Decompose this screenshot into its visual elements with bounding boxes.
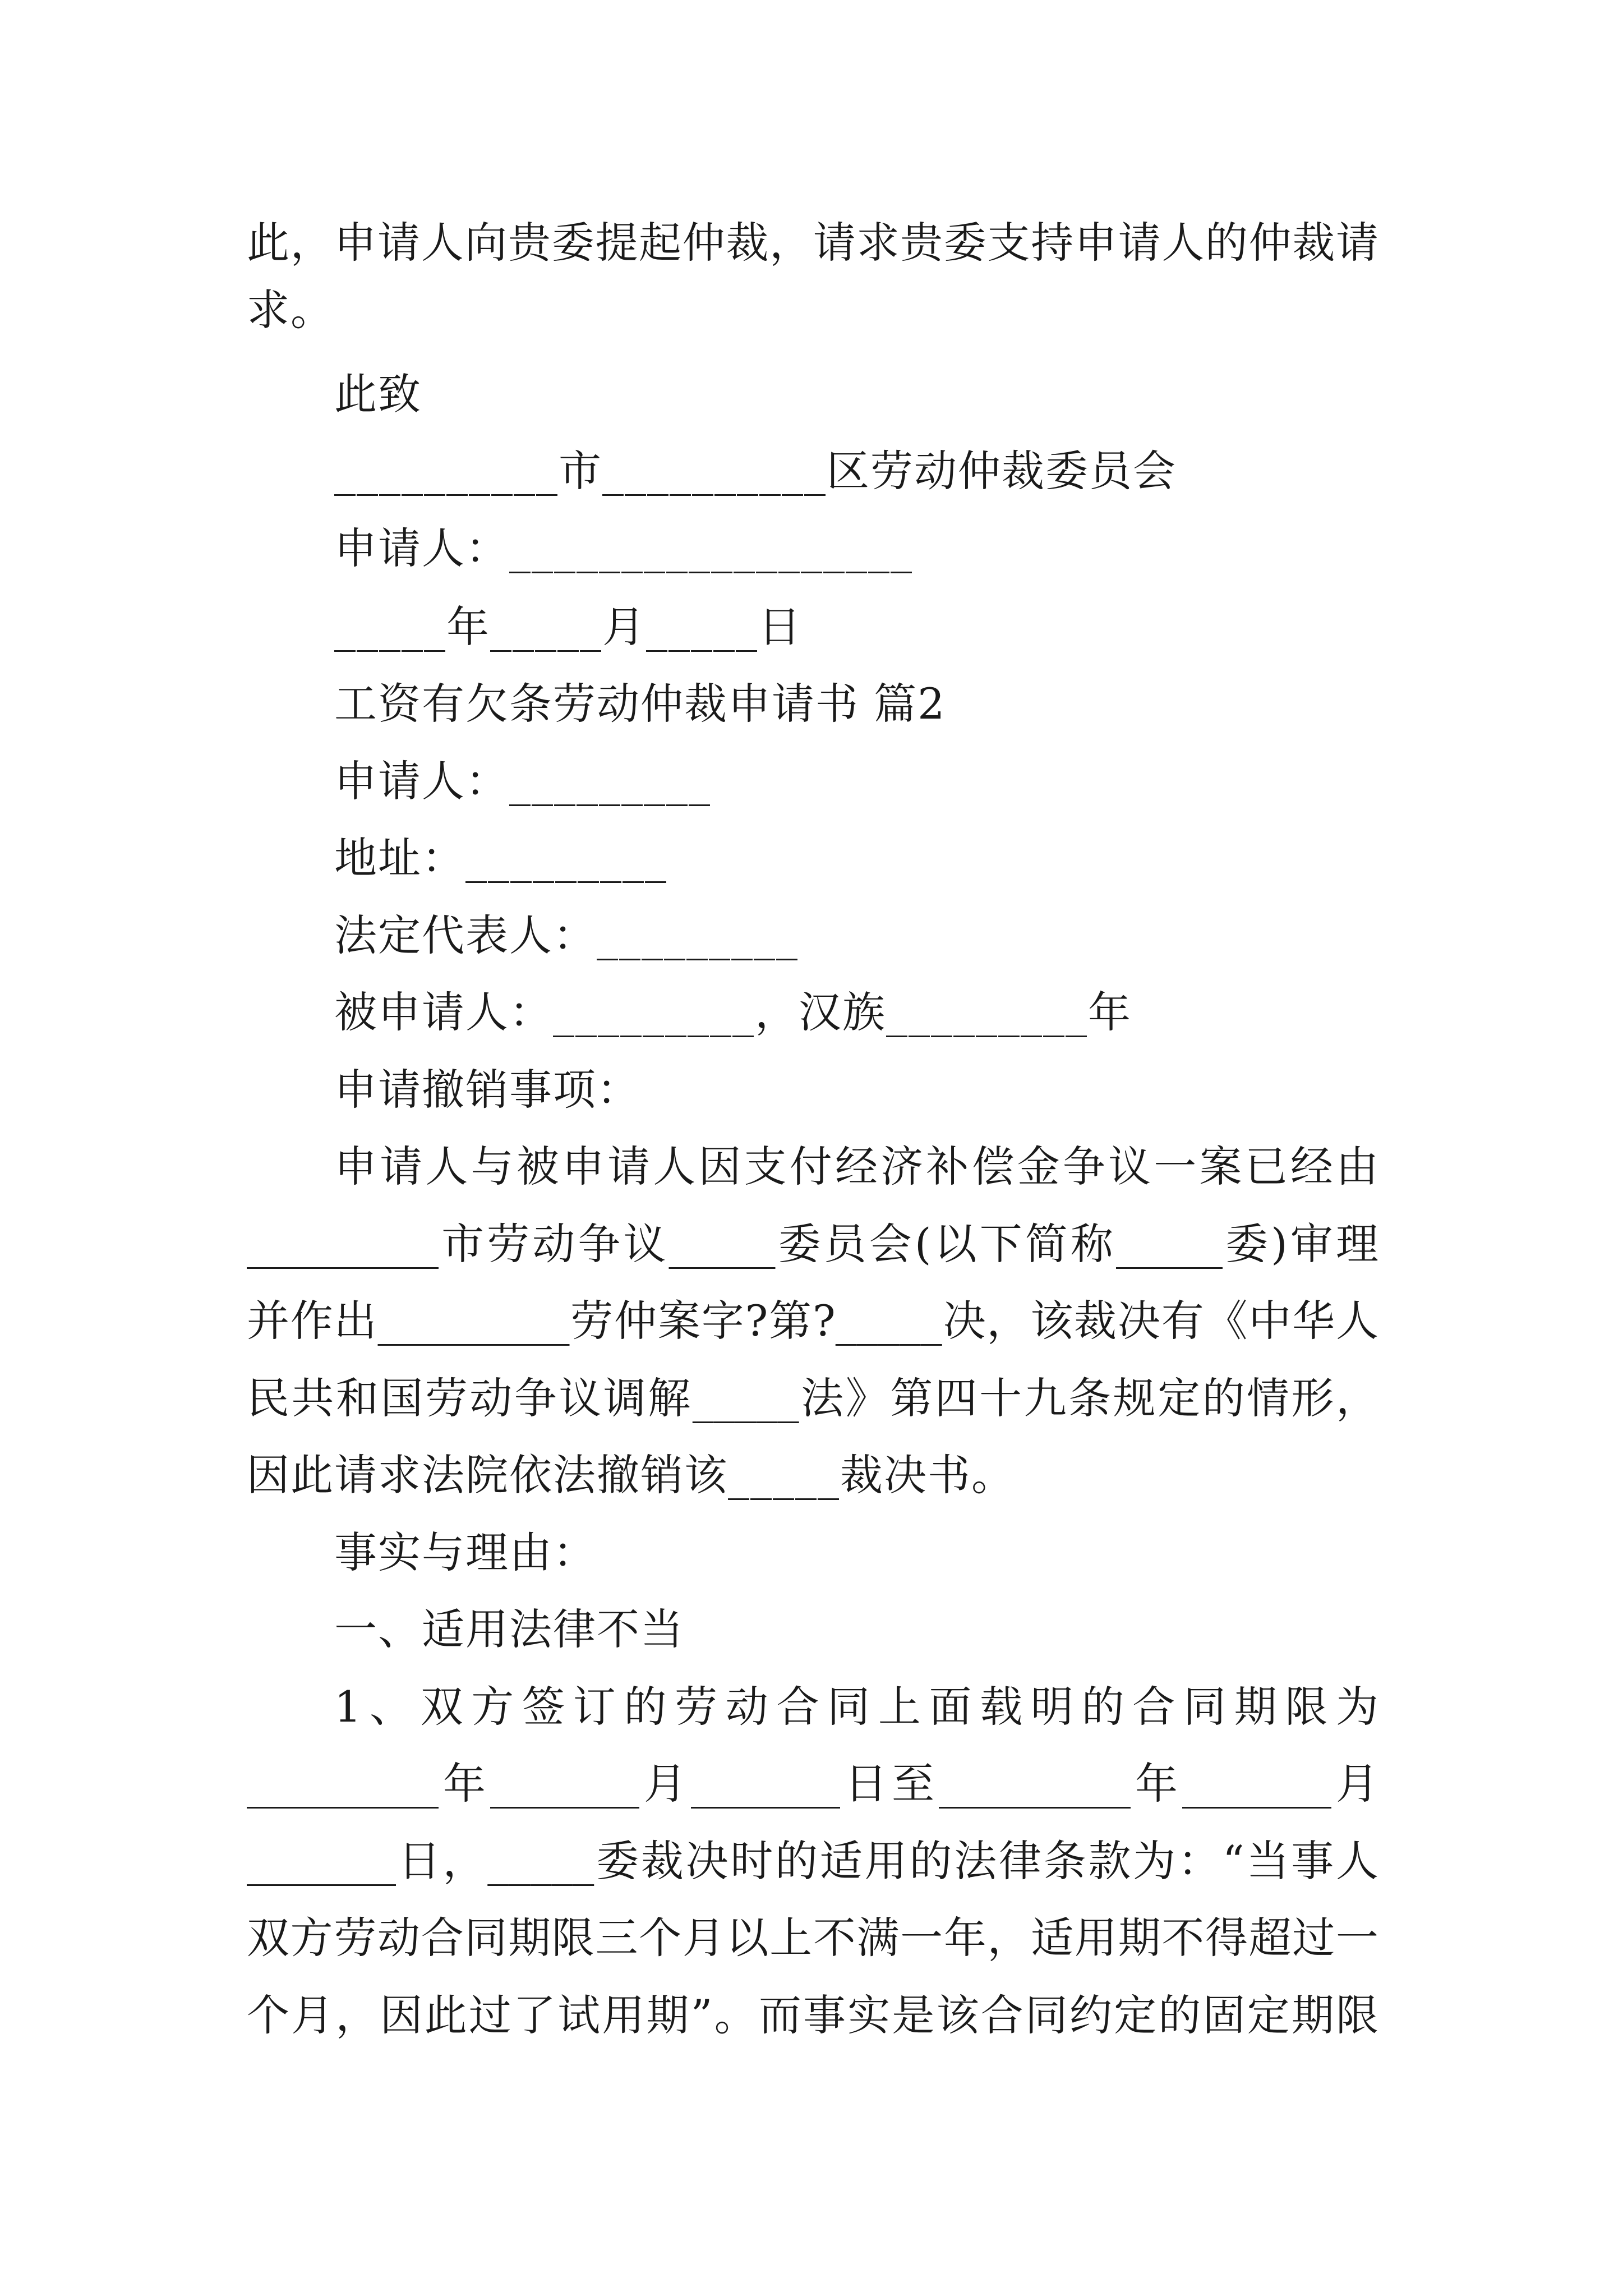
address-field: 地址：_________: [334, 833, 667, 883]
applicant-signature-line: 申请人：__________________: [334, 523, 913, 573]
body-text-line: _______日，_____委裁决时的适用的法律条款为：“当事人: [247, 1836, 1378, 1886]
section-title: 工资有欠条劳动仲裁申请书 篇2: [334, 679, 946, 729]
body-text-line: 求。: [247, 285, 334, 335]
body-text-line: 申请人与被申请人因支付经济补偿金争议一案已经由: [334, 1142, 1378, 1191]
revocation-heading: 申请撤销事项：: [334, 1065, 640, 1115]
addressee-line: __________市__________区劳动仲裁委员会: [334, 446, 1177, 496]
body-text-line: 个月，因此过了试用期”。而事实是该合同约定的固定期限: [247, 1990, 1378, 2040]
body-text-line: 此，申请人向贵委提起仲裁，请求贵委支持申请人的仲裁请: [247, 218, 1378, 268]
body-text-line: _________市劳动争议_____委员会(以下简称_____委)审理: [247, 1219, 1378, 1269]
body-text-line: 1、双方签订的劳动合同上面载明的合同期限为: [334, 1682, 1378, 1732]
legal-representative-field: 法定代表人：_________: [334, 910, 799, 960]
body-text-line: 并作出_________劳仲案字?第?_____决，该裁决有《中华人: [247, 1296, 1378, 1346]
body-text-line: 民共和国劳动争议调解_____法》第四十九条规定的情形，: [247, 1373, 1378, 1423]
applicant-field: 申请人：_________: [334, 756, 711, 806]
body-text-line: _________年_______月_______日至_________年_______月: [247, 1759, 1378, 1809]
body-text-line: 双方劳动合同期限三个月以上不满一年，适用期不得超过一: [247, 1913, 1378, 1963]
respondent-field: 被申请人：_________，汉族_________年: [334, 987, 1132, 1037]
date-line: _____年_____月_____日: [334, 602, 802, 652]
facts-heading: 事实与理由：: [334, 1527, 597, 1577]
body-text-line: 因此请求法院依法撤销该_____裁决书。: [247, 1450, 1015, 1500]
subheading: 一、适用法律不当: [334, 1604, 684, 1654]
salutation-line: 此致: [334, 369, 422, 419]
